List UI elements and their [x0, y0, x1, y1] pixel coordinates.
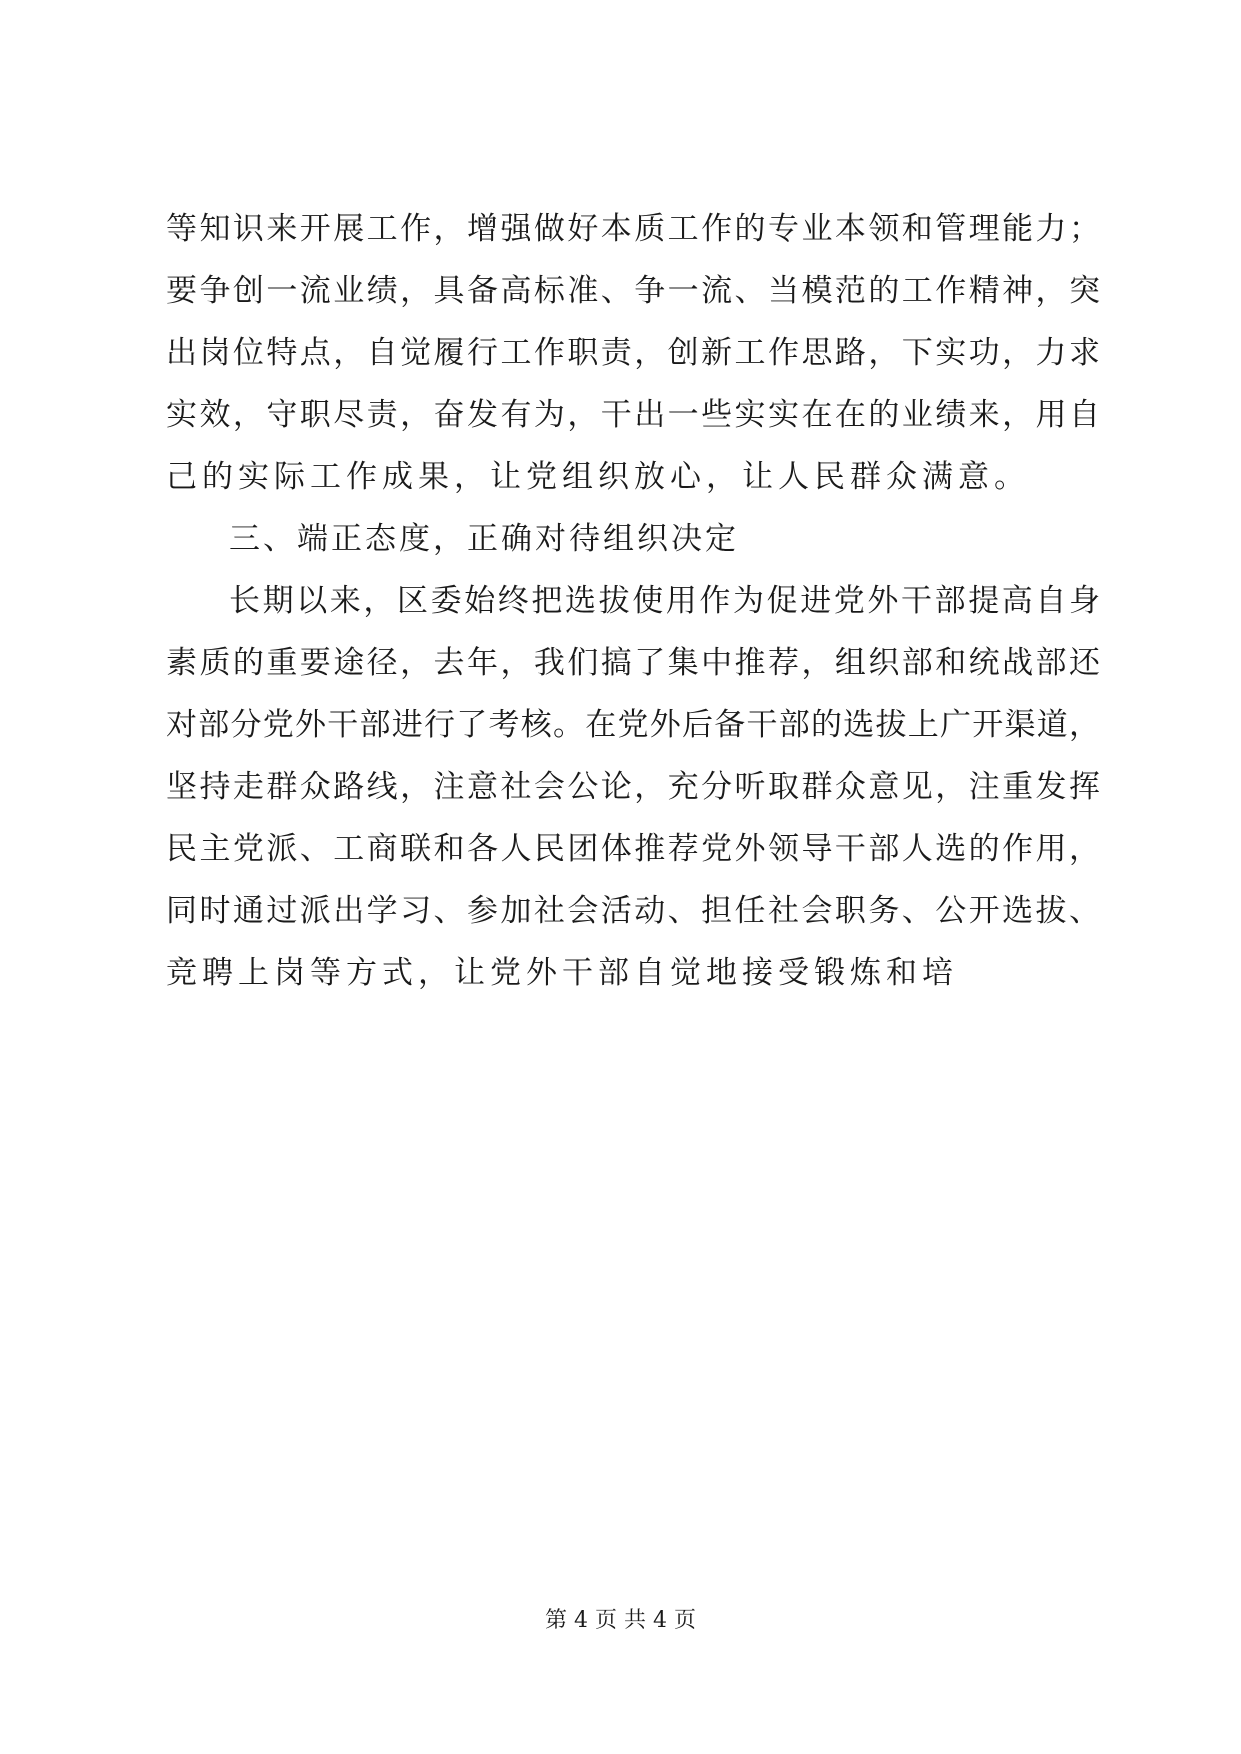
paragraph2-line-1: 长期以来，区委始终把选拔使用作为促进党外干部提高自身 — [229, 583, 1100, 619]
paragraph2-line-2: 素质的重要途径，去年，我们搞了集中推荐，组织部和统战部还 — [166, 645, 1100, 681]
paragraph1-line-1: 等知识来开展工作，增强做好本质工作的专业本领和管理能力； — [166, 211, 1100, 247]
paragraph2-line-3: 对部分党外干部进行了考核。在党外后备干部的选拔上广开渠道， — [166, 707, 1100, 743]
paragraph2-line-4: 坚持走群众路线，注意社会公论，充分听取群众意见，注重发挥 — [166, 769, 1100, 805]
paragraph1-line-5: 己的实际工作成果，让党组织放心，让人民群众满意。 — [166, 459, 1030, 495]
paragraph2-line-7: 竞聘上岗等方式，让党外干部自觉地接受锻炼和培 — [166, 955, 958, 991]
page-footer: 第 4 页 共 4 页 — [545, 1608, 696, 1633]
paragraph1-line-3: 出岗位特点，自觉履行工作职责，创新工作思路，下实功，力求 — [166, 335, 1100, 371]
paragraph2-line-6: 同时通过派出学习、参加社会活动、担任社会职务、公开选拔、 — [166, 893, 1100, 929]
section-heading: 三、端正态度，正确对待组织决定 — [229, 521, 739, 557]
paragraph1-line-4: 实效，守职尽责，奋发有为，干出一些实实在在的业绩来，用自 — [166, 397, 1100, 433]
paragraph2-line-5: 民主党派、工商联和各人民团体推荐党外领导干部人选的作用， — [166, 831, 1100, 867]
paragraph1-line-2: 要争创一流业绩，具备高标准、争一流、当模范的工作精神，突 — [166, 273, 1100, 309]
